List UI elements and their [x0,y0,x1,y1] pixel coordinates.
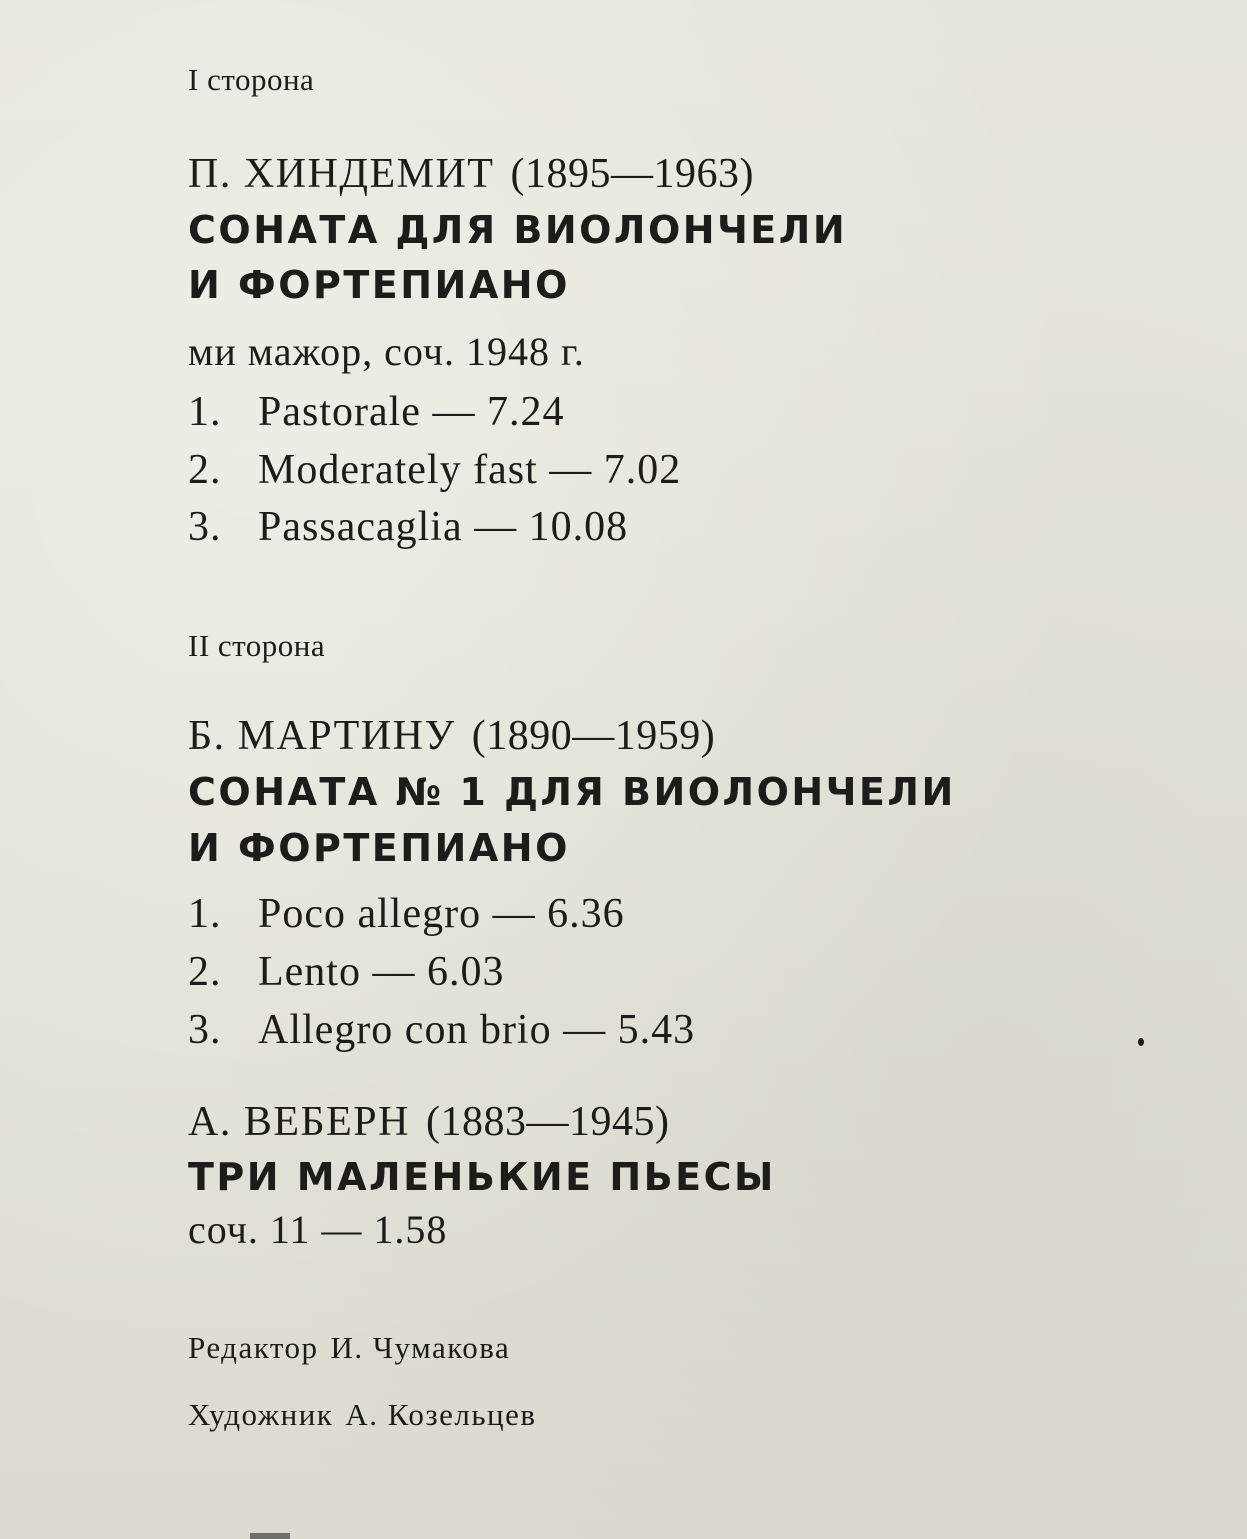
track-text: Moderately fast — 7.02 [258,447,682,493]
print-speck [1138,1038,1144,1046]
artist-name: А. Козельцев [345,1397,537,1432]
track-number: 3. [188,1007,222,1053]
composer-years: (1895—1963) [510,151,754,197]
work-title-line-1: СОНАТА ДЛЯ ВИОЛОНЧЕЛИ [188,208,848,252]
track-item [188,948,504,996]
editor-name: И. Чумакова [330,1330,511,1365]
side-1-composer-line [188,150,754,198]
composer-years: (1890—1959) [471,713,716,759]
work-title-line-2: И ФОРТЕПИАНО [188,263,570,307]
editor-credit [188,1330,510,1366]
track-text: Pastorale — 7.24 [258,389,565,435]
track-text: Allegro con brio — 5.43 [258,1007,696,1053]
track-item [188,1006,695,1054]
track-number: 1. [188,389,222,435]
track-number: 2. [188,949,222,995]
side-2-composer-line [188,712,715,760]
work-title-line-2: И ФОРТЕПИАНО [188,826,570,870]
artist-label: Художник [188,1397,334,1432]
track-text: Lento — 6.03 [258,949,505,995]
work-subtitle: ми мажор, соч. 1948 г. [188,329,585,374]
composer-name: А. ВЕБЕРН [188,1099,410,1145]
work-title-line-1: СОНАТА № 1 ДЛЯ ВИОЛОНЧЕЛИ [188,770,956,814]
work-subtitle: соч. 11 — 1.58 [188,1207,448,1252]
composer-name: Б. МАРТИНУ [188,713,456,759]
track-item [188,503,628,551]
track-item [188,446,681,494]
track-item [188,890,625,938]
track-text: Poco allegro — 6.36 [258,891,625,937]
track-item [188,388,564,436]
work-title: ТРИ МАЛЕНЬКИЕ ПЬЕСЫ [188,1155,776,1199]
side-2-label: II сторона [188,628,326,663]
composer-name: П. ХИНДЕМИТ [188,151,495,197]
cropped-text-fragment [188,1526,308,1539]
track-text: Passacaglia — 10.08 [258,504,629,550]
track-number: 2. [188,447,222,493]
track-number: 3. [188,504,222,550]
side-1-label: I сторона [188,62,315,97]
track-number: 1. [188,891,222,937]
editor-label: Редактор [188,1330,319,1365]
artist-credit [188,1397,537,1433]
side-2-composer-line-2 [188,1098,669,1146]
composer-years: (1883—1945) [425,1099,670,1145]
